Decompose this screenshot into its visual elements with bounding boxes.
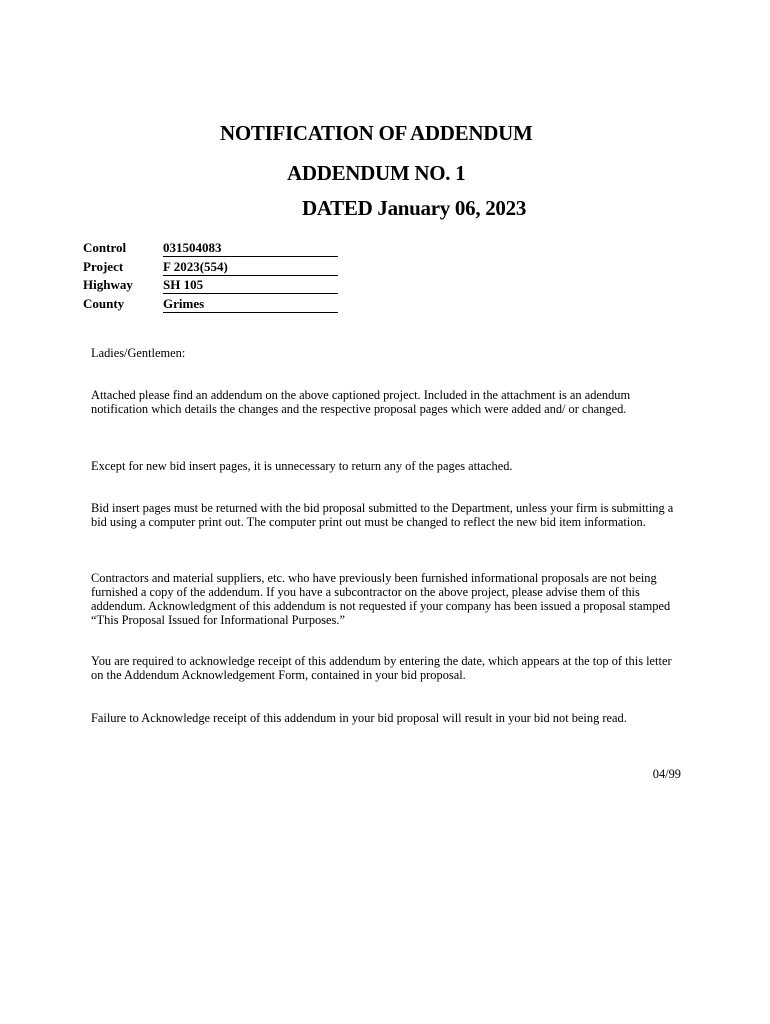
addendum-number: ADDENDUM NO. 1 bbox=[287, 161, 466, 185]
project-value: F 2023(554) bbox=[163, 259, 338, 276]
paragraph-return-pages: Except for new bid insert pages, it is unnecessary to return any of the pages attached. bbox=[91, 459, 513, 473]
highway-label: Highway bbox=[83, 277, 133, 293]
paragraph-failure: Failure to Acknowledge receipt of this addendum in your bid proposal will result in your bid not being read. bbox=[91, 711, 627, 725]
document-title: NOTIFICATION OF ADDENDUM bbox=[220, 121, 533, 145]
county-label: County bbox=[83, 295, 125, 311]
highway-value: SH 105 bbox=[163, 277, 338, 294]
paragraph-contractors: Contractors and material suppliers, etc. who have previously been furnished informational proposals are not being furnished a copy of the addendum. If you have a subcontractor on the above project, please advise them of this addendum. Acknowledgment of this addendum is not requested if your company has been issued a proposal stamped “This Proposal Issued for Informational Purposes.” bbox=[91, 571, 671, 627]
salutation: Ladies/Gentlemen: bbox=[91, 346, 186, 360]
form-code: 04/99 bbox=[652, 767, 681, 781]
project-label: Project bbox=[83, 258, 124, 274]
paragraph-acknowledge: You are required to acknowledge receipt of this addendum by entering the date, which appears at the top of this letter on the Addendum Acknowledgement Form, contained in your bid proposal. bbox=[91, 654, 672, 682]
paragraph-attachment: Attached please find an addendum on the above captioned project. Included in the attachment is an adendum notification which details the changes and the respective proposal pages which were added and/ or changed. bbox=[91, 388, 631, 416]
county-value: Grimes bbox=[163, 296, 338, 313]
control-value: 031504083 bbox=[163, 240, 338, 257]
paragraph-bid-insert: Bid insert pages must be returned with the bid proposal submitted to the Department, unless your firm is submitting a bid using a computer print out. The computer print out must be changed to reflect the new bid item information. bbox=[91, 501, 674, 529]
control-label: Control bbox=[83, 240, 127, 255]
addendum-date: DATED January 06, 2023 bbox=[302, 196, 527, 220]
